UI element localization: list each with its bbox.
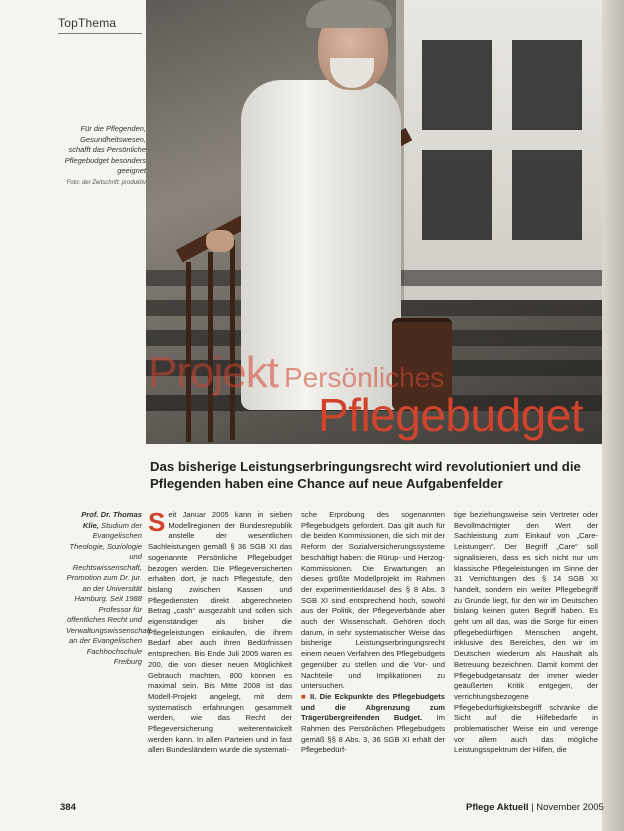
- headline-word-projekt: Projekt: [148, 348, 278, 397]
- magazine-footer: Pflege Aktuell | November 2005: [466, 802, 604, 813]
- page-number: 384: [60, 802, 76, 813]
- magazine-name: Pflege Aktuell: [466, 802, 529, 813]
- body-text-2b: Im Rahmen des Persönlichen Pflegebudgets gemäß §§ 8 Abs. 3, 36 SGB XI erhält der Pflegebedürf-: [301, 713, 445, 755]
- headline-word-pflegebudget: Pflegebudget: [318, 389, 584, 441]
- caption-credit: Foto: der Zeitschrift: produktiv: [66, 179, 146, 186]
- subheading-text: II. Die Eckpunkte des Pflegebudgets und die Abgrenzung zum Trägerübergreifenden Budget.: [301, 691, 445, 723]
- subheading: [301, 692, 445, 756]
- magazine-issue: November 2005: [536, 802, 604, 813]
- body-column-2: [301, 510, 445, 756]
- photo-caption: [64, 124, 146, 187]
- photo-cap: [306, 0, 392, 28]
- page-gutter: [602, 0, 624, 831]
- lead-paragraph: Das bisherige Leistungserbringungsrecht wird revolutioniert und die Pflegenden haben eine Chance auf neue Aufgabenfelder: [150, 459, 581, 491]
- body-text-1: eit Januar 2005 kann in sieben Modellregionen der Bundesrepublik anstelle der wesentlichen Sachleistungen gemäß § 36 SGB XI das sogenannte Persönliche Pflegebudget bezogen werden. Die Pflegeversicherten erhalten dort, je nach Pflegestufe, den bislang zwischen Kassen und Pflegediensten direkt abgerechneten Betrag „cash“ ausgezahlt und sollen sich eigenständiger als bisher die Pflegeleistungen einkaufen, die ihrem Bedarf aber auch ihren Bedürfnissen entsprechen. Bis Ende Juli 2005 waren es 200, die von dieser neuen Möglichkeit Gebrauch machten, 800 können es maximal sein. Bis Mitte 2008 ist das Modell-Projekt angelegt, mit dem systematisch erfahrungen gesammelt werden, wie das Recht der Pflegeversicherung weiterentwickelt werden kann. In allen Parteien und in fast allen Bundesländern wurde die systemati-: [148, 510, 292, 755]
- headline-word-persoenliches: Persönliches: [283, 362, 445, 393]
- section-rubric: TopThema: [58, 16, 142, 34]
- bullet-icon: ■: [301, 691, 307, 701]
- body-text-2: sche Erprobung des sogenannten Pflegebudgets gefordert. Das gilt auch für die beiden Kommissionen, die sich mit der Reform der Sozialversicherungssysteme beschäftigt haben: die Rürup- und Herzog-Kommissionen. Die Erwartungen an dieses größte Modellprojekt im Rahmen der experimentierklausel des § 8 Abs. 3 SGB XI sind entsprechend hoch, sowohl aus der Politik, der Pflegeverbände aber auch der Wissenschaft. Gehören doch darum, in sehr systematischer Weise das bisherige Leistungserbringungsrecht einem neuen Verfahren des Pflegebudgets gegenüber zu stellen und die Vor- und Nachteile und Implikationen zu untersuchen.: [301, 510, 445, 691]
- body-column-1: [148, 507, 292, 756]
- caption-text: Für die Pflegenden, Gesundheitswesen, schafft das Persönliche Pflegebudget besonders geeignet: [64, 124, 146, 175]
- photo-hand: [206, 230, 234, 252]
- author-box: [66, 510, 151, 668]
- dropcap: S: [148, 507, 166, 537]
- author-name: Prof. Dr. Thomas Klie,: [81, 510, 142, 530]
- body-column-3: tige beziehungsweise sein Vertreter oder Bevollmächtigter den Wert der Sachleistung zum Einkauf von „Care-Leistungen“. Der Begriff „Care“ soll signalisieren, dass es sich nicht nur um klassische Pflegeleistungen im Sinne der 31 Verrichtungen des § 14 SGB XI handelt, sondern ein weiter Pflegebegriff zu Grunde liegt, für den wir im Deutschen bislang keinen guten Begriff haben. Es geht um all das, was die Sorge für einen pflegebedürftigen Menschen angeht, inklusive des Bereiches, den wir im Deutschen wiederum als Haushalt als Betreuung bezeichnen. Damit kommt der Pflegebudgetansatz der immer wieder geäußerten Kritik entgegen, der verrichtungsbezogene Pflegebedürftigkeitsbegriff schränke die Sicht auf die Hilfebedarfe in problematischer Weise ein und verenge vor allem auch das mögliche Leistungsspektrum der Hilfen, die: [454, 510, 598, 755]
- author-bio: Studium der Evangelischen Theologie, Soziologie und Rechtswissenschaft, Promotion zum Dr. jur. an der Universität Hamburg. Seit 1988 Professor für öffentliches Recht und Verwaltungswissenschaft an der Evangelischen Fachhochschule Freiburg: [66, 520, 151, 666]
- photo-window: [396, 0, 602, 300]
